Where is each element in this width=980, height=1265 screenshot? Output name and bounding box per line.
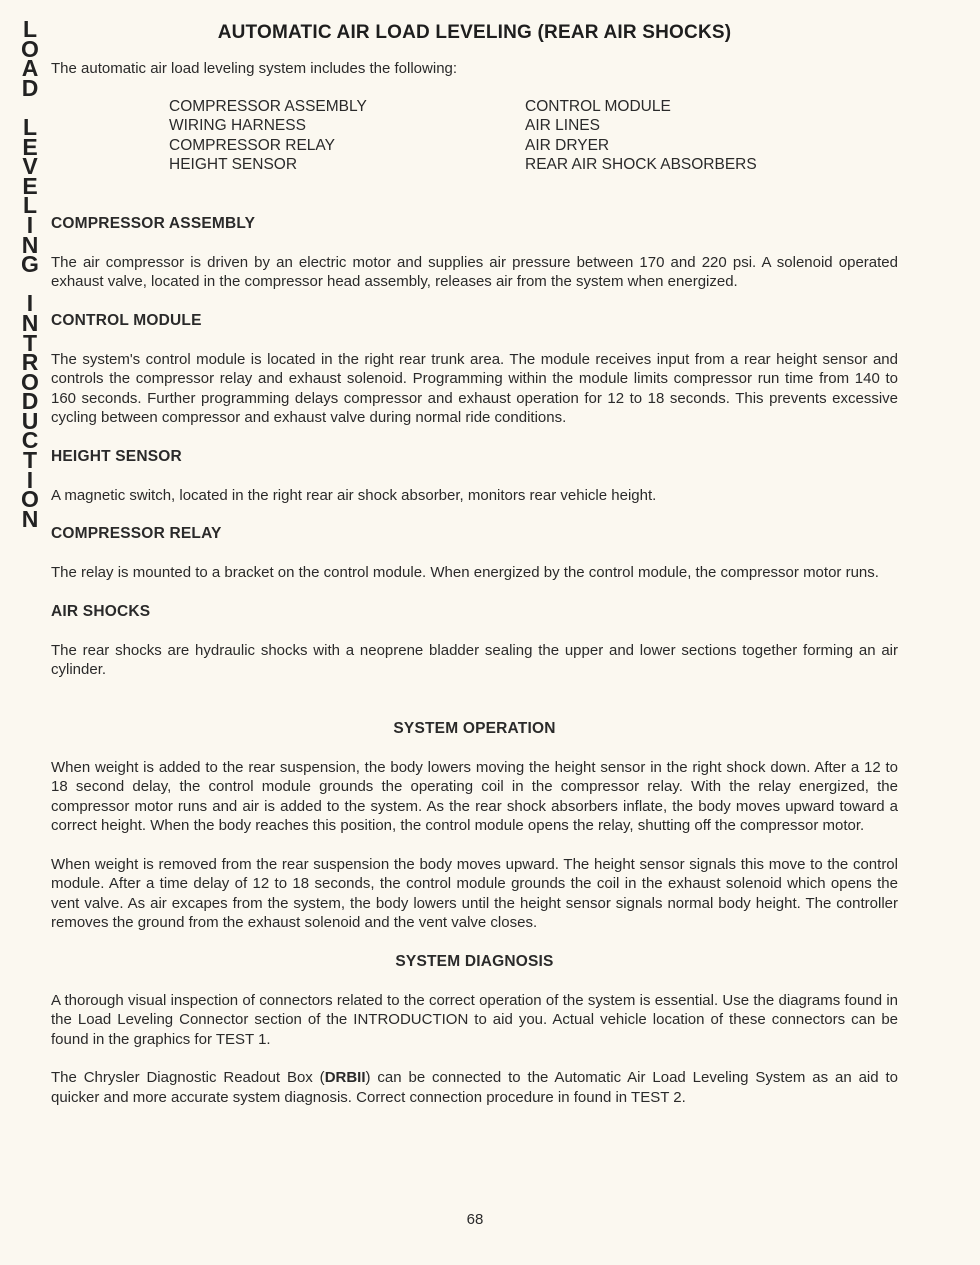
drb-text-after: ) can be connected to the Automatic Air Load Leveling System as an aid to quicker and more accurate system diagnosis. Correct connection procedure in found in TEST 2. xyxy=(51,1069,898,1106)
component-item: REAR AIR SHOCK ABSORBERS xyxy=(525,156,757,173)
heading-control-module: CONTROL MODULE xyxy=(51,311,202,329)
component-item: CONTROL MODULE xyxy=(525,97,671,115)
side-tab-letter: N xyxy=(21,309,39,336)
side-tab-letter: T xyxy=(22,447,38,474)
side-tab-letter: E xyxy=(22,133,38,160)
side-tab-letter: N xyxy=(21,505,39,532)
side-tab-letter: O xyxy=(21,486,39,513)
heading-system-operation: SYSTEM OPERATION xyxy=(393,719,556,737)
heading-compressor-assembly: COMPRESSOR ASSEMBLY xyxy=(51,214,256,232)
component-item: COMPRESSOR ASSEMBLY xyxy=(169,97,367,115)
body-compressor-assembly: The air compressor is driven by an electric motor and supplies air pressure between 170 and 220 psi. A solenoid operated exhaust valve, located in the compressor head assembly, releases air from the system when energized. xyxy=(51,253,898,290)
side-tab-letter: I xyxy=(26,290,34,317)
side-tab-letter: G xyxy=(21,251,39,278)
heading-compressor-relay: COMPRESSOR RELAY xyxy=(51,525,222,542)
body-system-diagnosis-2 xyxy=(51,1068,898,1107)
side-tab-letter: O xyxy=(21,368,39,395)
side-tab-letter: V xyxy=(22,153,38,180)
body-air-shocks: The rear shocks are hydraulic shocks with a neoprene bladder sealing the upper and lower sections together forming an air cylinder. xyxy=(51,641,898,678)
body-system-operation-2: When weight is removed from the rear suspension the body moves upward. The height sensor signals this move to the control module. After a time delay of 12 to 18 seconds, the control module grounds the coil in the exhaust solenoid which opens the vent valve. As air excapes from the system, the body lowers until the height sensor signals normal body height. The controller removes the ground from the exhaust solenoid and the vent valve closes. xyxy=(51,855,898,931)
side-tab-letter: L xyxy=(22,16,38,42)
body-compressor-relay: The relay is mounted to a bracket on the control module. When energized by the control module, the compressor motor runs. xyxy=(51,564,879,581)
component-list-right xyxy=(525,97,881,175)
side-tab-letter: L xyxy=(22,192,38,219)
side-tab-letter: R xyxy=(21,349,39,376)
component-item: AIR LINES xyxy=(525,117,600,134)
side-tab-letter: O xyxy=(21,35,39,62)
body-control-module: The system's control module is located in the right rear trunk area. The module receives input from a rear height sensor and controls the compressor relay and exhaust solenoid. Programming within the module limits compressor run time from 140 to 160 seconds. Further programming delays compressor and exhaust operation for 12 to 18 seconds. This prevents excessive cycling between compressor and exhaust valve during normal ride conditions. xyxy=(51,350,898,426)
side-tab-letter: N xyxy=(21,231,39,258)
side-tab-vertical-label xyxy=(17,16,43,532)
side-tab-letter: A xyxy=(21,55,39,82)
side-tab-letter: C xyxy=(21,427,39,454)
page-title: AUTOMATIC AIR LOAD LEVELING (REAR AIR SHOCKS) xyxy=(217,22,732,43)
heading-air-shocks: AIR SHOCKS xyxy=(51,602,151,620)
side-tab-letter: T xyxy=(22,329,38,356)
side-tab-letter: I xyxy=(26,466,34,493)
body-height-sensor: A magnetic switch, located in the right rear air shock absorber, monitors rear vehicle height. xyxy=(51,486,657,504)
side-tab-letter: I xyxy=(26,211,34,238)
drb-abbreviation: DRBII xyxy=(324,1069,366,1086)
page-number: 68 xyxy=(466,1211,484,1228)
drb-text-before: The Chrysler Diagnostic Readout Box ( xyxy=(51,1069,325,1086)
heading-height-sensor: HEIGHT SENSOR xyxy=(51,447,182,465)
intro-text: The automatic air load leveling system includes the following: xyxy=(51,60,458,77)
component-list-left xyxy=(169,97,525,175)
side-tab-letter: E xyxy=(22,172,38,199)
page-content xyxy=(51,22,898,1107)
side-tab-letter: U xyxy=(21,407,39,434)
component-list xyxy=(169,97,898,175)
side-tab-letter: D xyxy=(21,388,39,415)
component-item: AIR DRYER xyxy=(525,136,610,154)
body-system-diagnosis-1: A thorough visual inspection of connectors related to the correct operation of the system is essential. Use the diagrams found in the Load Leveling Connector section of the INTRODUCTION to aid you. Actual vehicle location of these connectors can be found in the graphics for TEST 1. xyxy=(51,991,898,1048)
component-item: WIRING HARNESS xyxy=(169,117,306,134)
side-tab-letter: L xyxy=(22,113,38,140)
component-item: COMPRESSOR RELAY xyxy=(169,136,335,154)
body-system-operation-1: When weight is added to the rear suspension, the body lowers moving the height sensor in the right shock down. After a 12 to 18 second delay, the control module grounds the operating coil in the compressor relay. With the relay energized, the compressor motor runs and air is added to the system. As the rear shock absorbers inflate, the body moves upward toward a correct height. When the body reaches this position, the control module opens the relay, shutting off the compressor motor. xyxy=(51,758,898,834)
heading-system-diagnosis: SYSTEM DIAGNOSIS xyxy=(395,952,554,970)
component-item: HEIGHT SENSOR xyxy=(169,156,298,173)
side-tab-letter: D xyxy=(21,74,39,101)
